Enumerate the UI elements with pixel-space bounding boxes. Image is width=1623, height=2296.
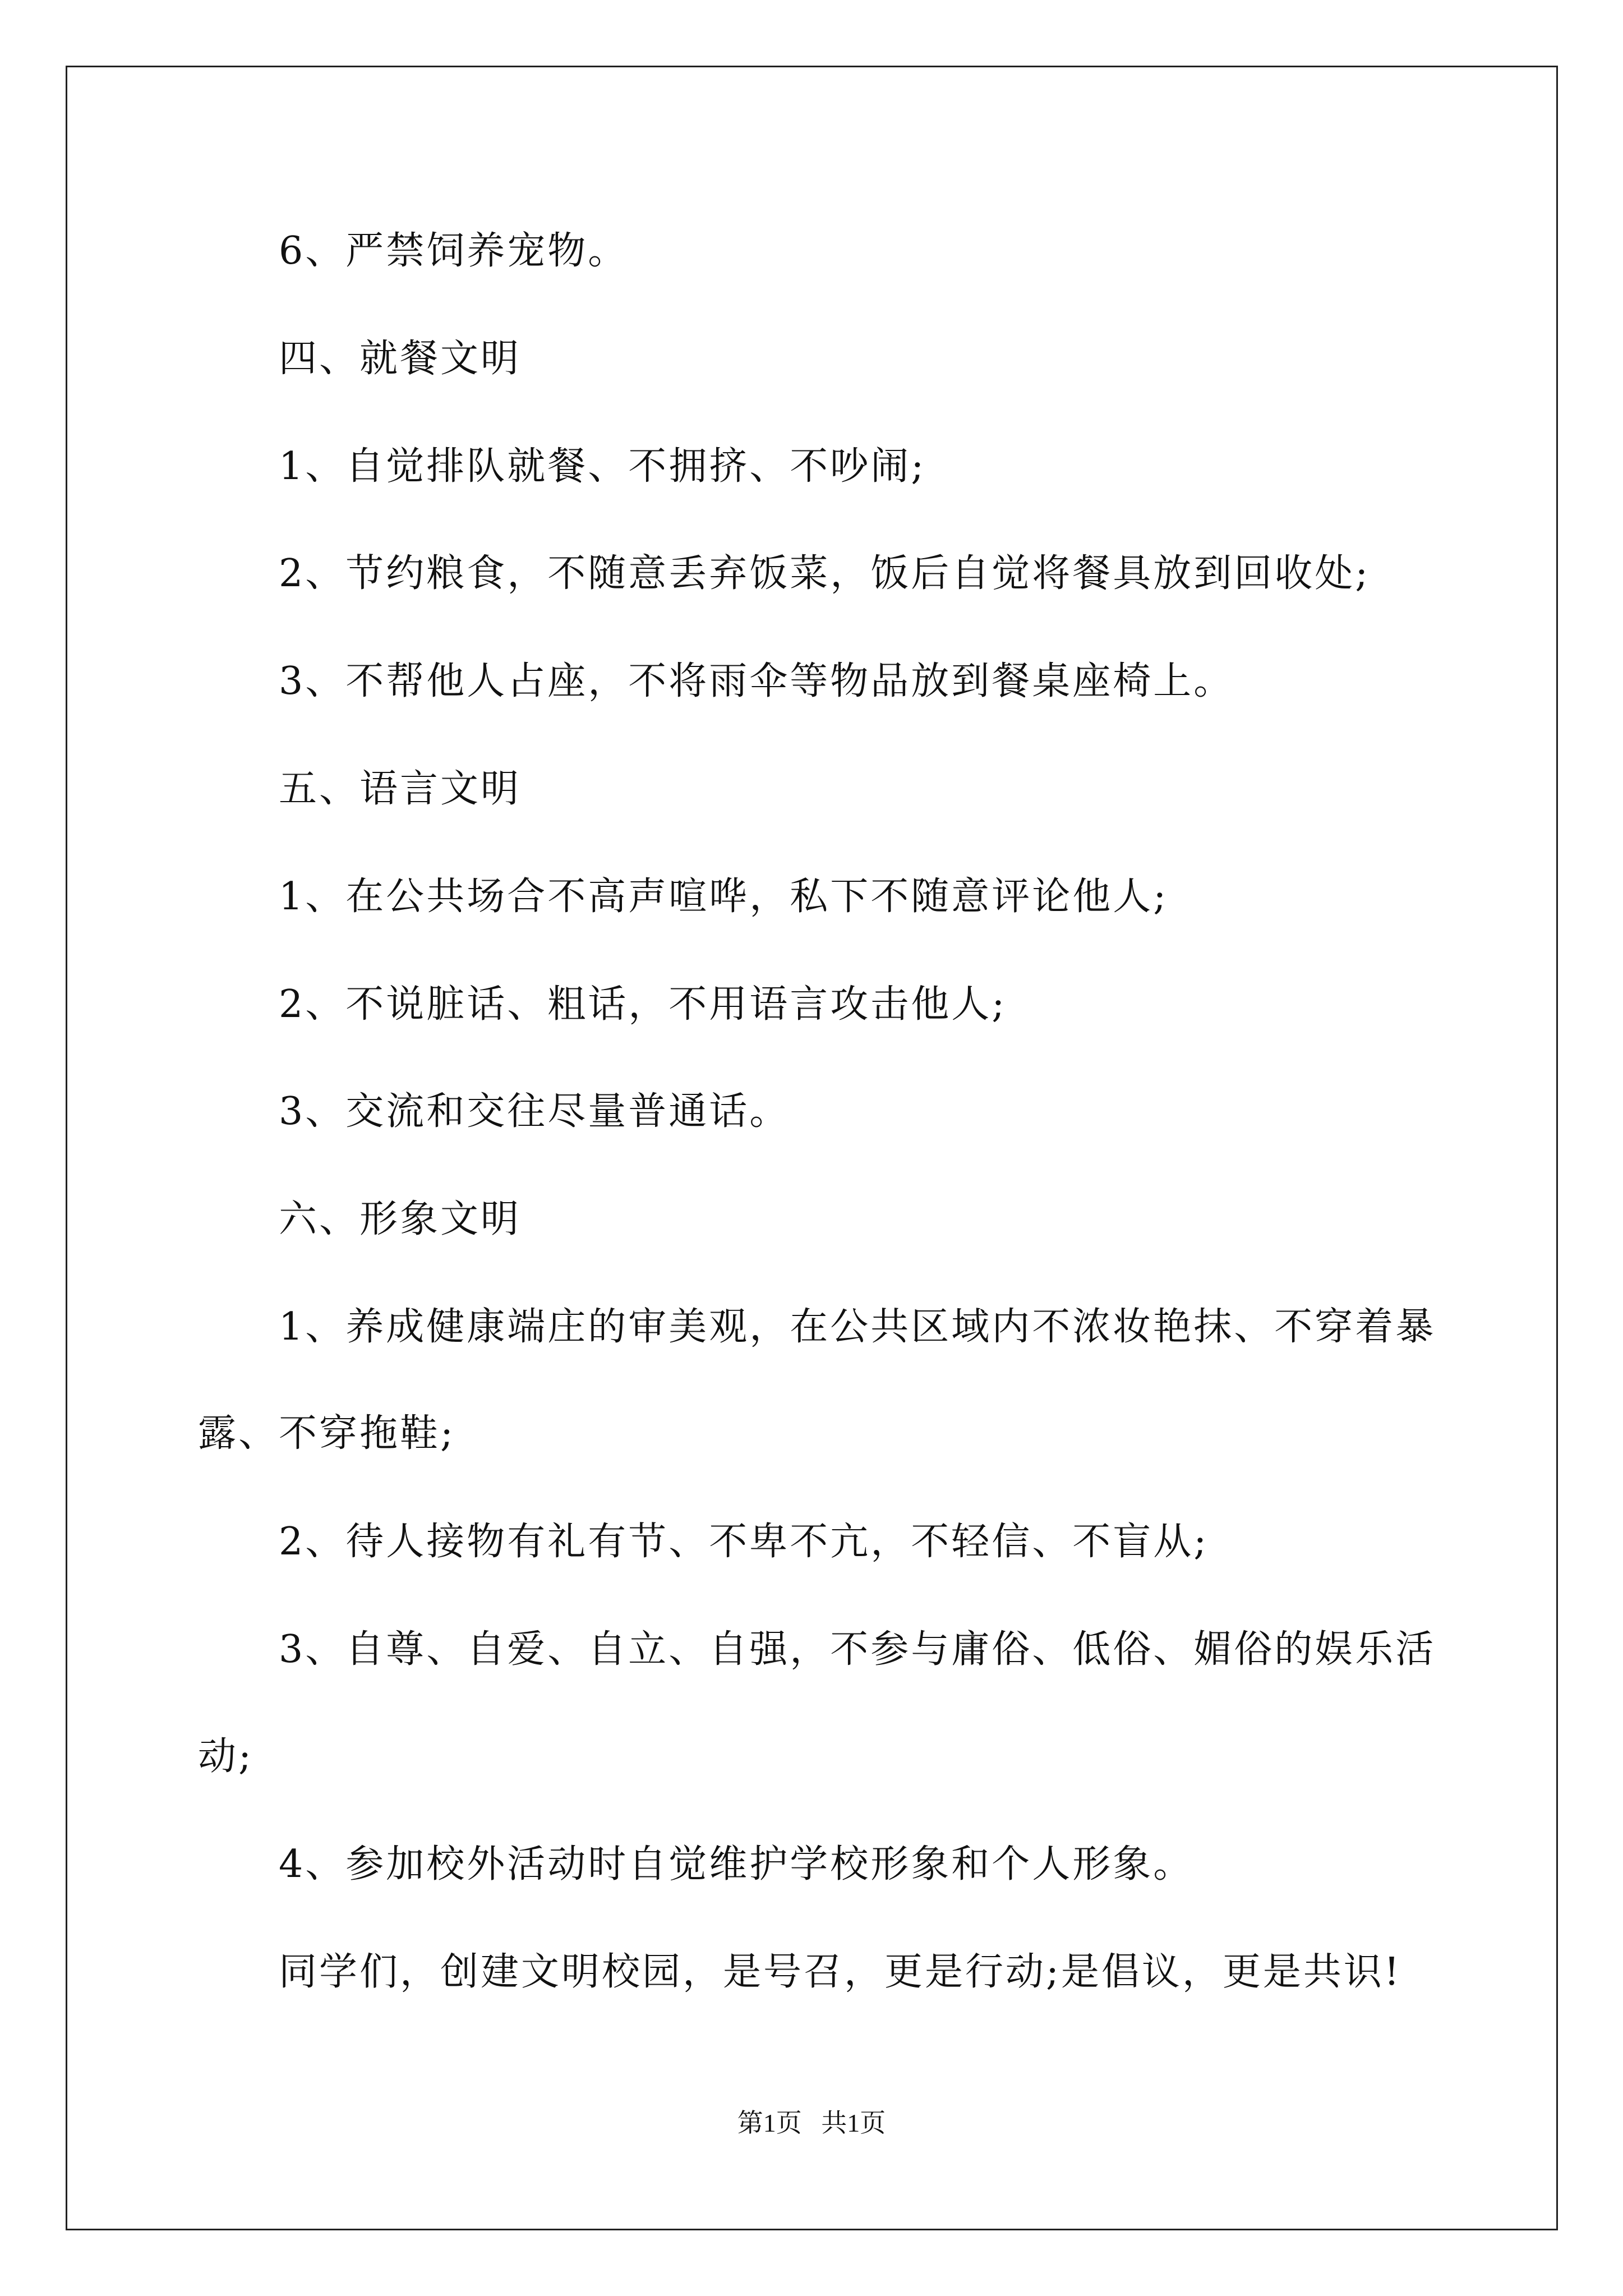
closing-paragraph: 同学们，创建文明校园，是号召，更是行动;是倡议，更是共识! — [279, 1950, 1402, 1994]
section-heading-dining: 四、就餐文明 — [279, 337, 522, 381]
page-number-footer: 第1页 共1页 — [737, 2109, 886, 2137]
paragraph-dining-3: 3、不帮他人占座，不将雨伞等物品放到餐桌座椅上。 — [279, 659, 1234, 703]
paragraph-language-2: 2、不说脏话、粗话，不用语言攻击他人; — [279, 982, 1007, 1027]
paragraph-image-1-line1: 1、养成健康端庄的审美观，在公共区域内不浓妆艳抹、不穿着暴 — [279, 1305, 1436, 1349]
paragraph-language-3: 3、交流和交往尽量普通话。 — [279, 1089, 790, 1134]
paragraph-image-4: 4、参加校外活动时自觉维护学校形象和个人形象。 — [279, 1842, 1194, 1887]
paragraph-item-6-pets: 6、严禁饲养宠物。 — [279, 229, 629, 273]
section-heading-language: 五、语言文明 — [279, 767, 522, 811]
paragraph-dining-2: 2、节约粮食，不随意丢弃饭菜，饭后自觉将餐具放到回收处; — [279, 551, 1371, 596]
paragraph-language-1: 1、在公共场合不高声喧哗，私下不随意评论他人; — [279, 875, 1169, 919]
section-heading-image: 六、形象文明 — [279, 1197, 522, 1241]
paragraph-image-2: 2、待人接物有礼有节、不卑不亢，不轻信、不盲从; — [279, 1520, 1209, 1564]
page-border — [66, 66, 1558, 2230]
paragraph-image-3-line1: 3、自尊、自爱、自立、自强，不参与庸俗、低俗、媚俗的娱乐活 — [279, 1627, 1436, 1672]
paragraph-dining-1: 1、自觉排队就餐、不拥挤、不吵闹; — [279, 444, 926, 489]
paragraph-image-3-line2: 动; — [198, 1734, 253, 1779]
paragraph-image-1-line2: 露、不穿拖鞋; — [198, 1411, 455, 1456]
